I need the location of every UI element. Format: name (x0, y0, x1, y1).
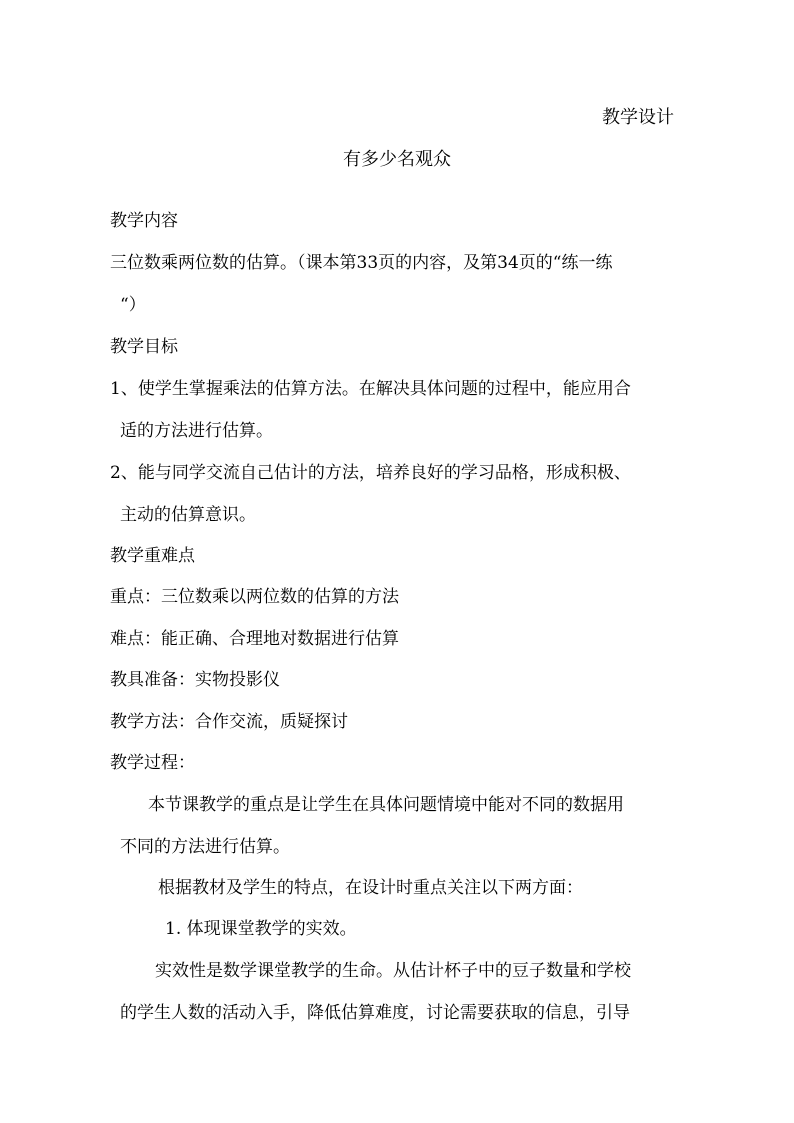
content-line-2: “） (120, 295, 146, 315)
objectives-heading: 教学目标 (110, 337, 178, 357)
process-paragraph-1-line-1: 本节课教学的重点是让学生在具体问题情境中能对不同的数据用 (148, 795, 624, 815)
teaching-tools: 教具准备：实物投影仪 (110, 670, 280, 690)
objective-2-line-2: 主动的估算意识。 (120, 505, 256, 525)
objective-1-line-2: 适的方法进行估算。 (120, 421, 273, 441)
teaching-method: 教学方法：合作交流，质疑探讨 (110, 712, 348, 732)
objective-2-line-1: 2、能与同学交流自己估计的方法，培养良好的学习品格，形成积极、 (110, 463, 631, 483)
process-paragraph-3-line-2: 的学生人数的活动入手，降低估算难度，讨论需要获取的信息，引导 (120, 1003, 630, 1023)
process-heading: 教学过程： (110, 753, 195, 773)
process-point-1: 1. 体现课堂教学的实效。 (165, 919, 357, 939)
content-line-1: 三位数乘两位数的估算。（课本第33页的内容，及第34页的“练一练 (110, 253, 613, 273)
process-paragraph-1-line-2: 不同的方法进行估算。 (120, 837, 290, 857)
lesson-title: 有多少名观众 (343, 149, 451, 170)
content-heading: 教学内容 (110, 211, 178, 231)
process-paragraph-3-line-1: 实效性是数学课堂教学的生命。从估计杯子中的豆子数量和学校 (155, 961, 631, 981)
document-type: 教学设计 (602, 107, 674, 128)
difficulty-point: 难点：能正确、合理地对数据进行估算 (110, 629, 399, 649)
process-paragraph-2: 根据教材及学生的特点，在设计时重点关注以下两方面： (158, 878, 583, 898)
focus-point: 重点：三位数乘以两位数的估算的方法 (110, 587, 399, 607)
objective-1-line-1: 1、使学生掌握乘法的估算方法。在解决具体问题的过程中，能应用合 (110, 379, 631, 399)
key-points-heading: 教学重难点 (110, 546, 195, 566)
